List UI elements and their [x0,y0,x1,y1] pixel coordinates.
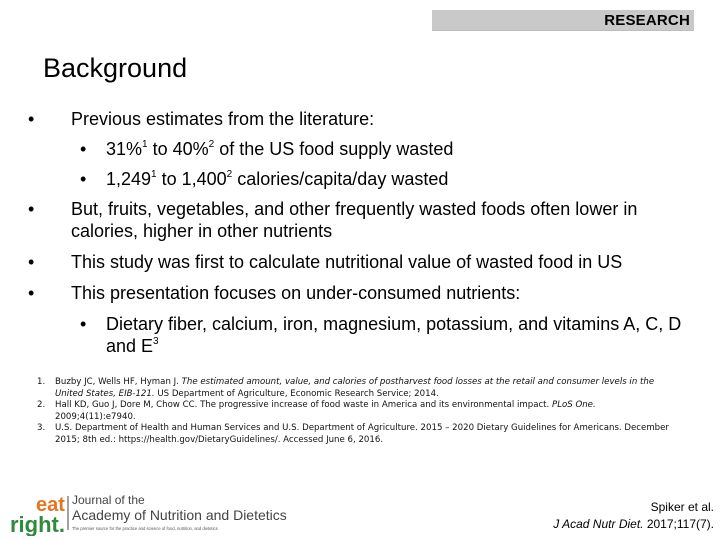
bullet-dot-icon: • [80,139,87,159]
percent-high: to 40% [147,139,209,159]
reference-italic: The estimated amount, value, and calories of postharvest food losses at the retail and consumer levels in the United States, EIB-121. [55,377,655,399]
sub-bullet-nutrients [80,313,685,357]
bullet-text: This presentation focuses on under-consumed nutrients: [71,283,521,303]
bullet-dot-icon: • [28,252,35,272]
reference-text: 2009;4(11):e7940. [55,411,136,422]
reference-text: US Department of Agriculture, Economic Research Service; 2014. [154,388,439,399]
sub-bullet-percent-wasted [80,138,680,160]
reference-text: Buzby JC, Wells HF, Hyman J. [55,377,182,387]
percent-low: 31% [106,139,143,159]
logo-tagline: The premier source for the practice and science of food, nutrition, and dietetics [72,526,218,531]
bullet-dot-icon: • [28,283,35,303]
reference-number: 2. [37,400,46,410]
journal-logo [8,492,288,536]
bullet-previous-estimates [28,108,688,130]
ref-superscript: 3 [153,336,159,347]
reference-item [37,400,677,423]
sub-bullet-text: of the US food supply wasted [214,139,454,159]
logo-eat-text: eat [36,494,65,516]
bullet-lower-calories [28,198,688,242]
reference-number: 1. [37,377,46,387]
references [37,377,677,446]
logo-academy-line: Academy of Nutrition and Dietetics [72,507,287,523]
slide-title: Background [43,53,188,83]
reference-italic: PLoS One. [552,400,596,410]
reference-text: Hall KD, Guo J, Dore M, Chow CC. The progressive increase of food waste in America and its environmental impact. [55,400,553,410]
bullet-dot-icon: • [80,314,87,334]
reference-text: U.S. Department of Health and Human Services and U.S. Department of Agriculture. 2015 – 2020 Dietary Guidelines for Americans. December 2015; 8th ed.: https://health.gov/DietaryGuidelines/. Accessed June 6, 2016. [55,423,669,445]
research-tag: RESEARCH [432,10,694,31]
reference-item [37,423,677,446]
ref-superscript: 1 [142,139,148,150]
sub-bullet-text: calories/capita/day wasted [232,169,449,189]
ref-superscript: 1 [151,169,157,180]
reference-item [37,377,677,400]
calories-high: to 1,400 [156,169,227,189]
bullet-first-study [28,251,698,273]
citation [553,499,714,533]
ref-superscript: 2 [226,169,233,180]
bullet-text: This study was first to calculate nutritional value of wasted food in US [71,252,623,272]
bullet-dot-icon: • [28,109,35,129]
bullet-text: Previous estimates from the literature: [71,109,375,129]
citation-authors: Spiker et al. [650,500,714,514]
sub-bullet-calories-wasted [80,168,680,190]
nutrient-list: Dietary fiber, calcium, iron, magnesium, potassium, and vitamins A, C, D and E [106,314,682,356]
bullet-dot-icon: • [28,199,35,219]
bullet-dot-icon: • [80,169,87,189]
logo-journal-line: Journal of the [72,493,145,507]
citation-details: 2017;117(7). [643,517,714,531]
reference-number: 3. [37,423,46,433]
calories-low: 1,249 [106,169,152,189]
logo-right-text: right. [10,512,65,536]
bullet-under-consumed [28,282,688,304]
citation-journal: J Acad Nutr Diet. [553,517,644,531]
ref-superscript: 2 [208,139,215,150]
bullet-text: But, fruits, vegetables, and other frequently wasted foods often lower in calories, higher in other nutrients [71,199,638,241]
